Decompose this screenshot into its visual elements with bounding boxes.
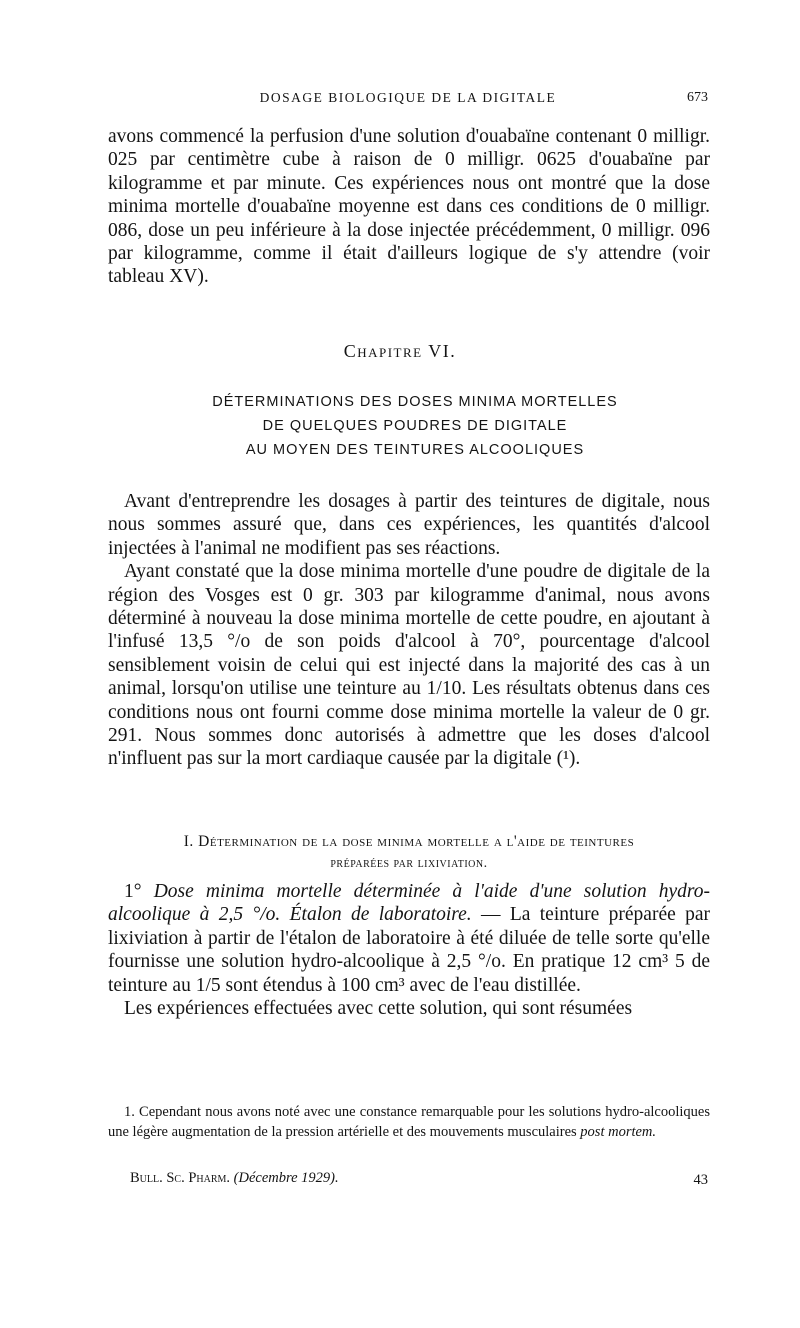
intro-paragraph: avons commencé la perfusion d'une solution d'ouabaïne contenant 0 milligr. 025 par centimètre cube à raison de 0 milligr. 0625 d'ouabaïne par kilogramme et par minute. Ces expériences nous ont montré que la dose minima mortelle d'ouabaïne moyenne est dans ces conditions de 0 milligr. 086, dose un peu inférieure à la dose injectée précédemment, 0 milligr. 096 par kilogramme, comme il était d'ailleurs logique de s'y attendre (voir tableau XV). (108, 126, 710, 288)
subsection-number: 1° (124, 881, 142, 902)
paragraph: Les expériences effectuées avec cette solution, qui sont résumées (124, 998, 633, 1020)
page-number: 673 (687, 90, 708, 105)
running-title: DOSAGE BIOLOGIQUE DE LA DIGITALE (259, 90, 557, 105)
running-header (108, 90, 708, 114)
chapter-label: Chapitre VI. (343, 341, 457, 361)
subsection-paragraph (108, 880, 710, 997)
footnote (108, 1103, 710, 1142)
page-footer (130, 1170, 708, 1192)
footnote-italic: post mortem. (580, 1123, 657, 1140)
section-heading-line: préparées par lixiviation. (330, 856, 488, 871)
subsection-title: Dose minima mortelle déterminée à l'aide d'une solution hydro-alcoolique à 2,5 °/o. Étalon de laboratoire. (108, 881, 711, 926)
signature-number: 43 (693, 1172, 708, 1188)
paragraph: Avant d'entreprendre les dosages à partir des teintures de digitale, nous nous sommes assuré que, dans ces expériences, les quantités d'alcool injectées à l'animal ne modifient pas ses réactions. (108, 491, 710, 559)
journal-name: Bull. Sc. Pharm. (130, 1170, 231, 1186)
footnote-text: 1. Cependant nous avons noté avec une constance remarquable pour les solutions hydro-alcooliques une légère augmentation de la pression artérielle et des mouvements musculaires (108, 1104, 710, 1140)
chapter-title (120, 390, 710, 462)
subsection-text: — La teinture préparée par lixiviation à partir de l'étalon de laboratoire à été diluée de telle sorte qu'elle fournisse une solution hydro-alcoolique à 2,5 °/o. En pratique 12 cm³ 5 de teinture au 1/5 sont étendus à 100 cm³ avec de l'eau distillée. (108, 904, 711, 996)
chapter-body (108, 490, 710, 771)
journal-date: (Décembre 1929). (233, 1170, 339, 1186)
paragraph: Ayant constaté que la dose minima mortelle d'une poudre de digitale de la région des Vosges est 0 gr. 303 par kilogramme d'animal, nous avons déterminé à nouveau la dose minima mortelle de cette poudre, en ajoutant à l'infusé 13,5 °/o de son poids d'alcool à 70°, pourcentage d'alcool sensiblement voisin de celui qui est injecté dans la majorité des cas à un animal, lorsqu'on utilise une teinture au 1/10. Les résultats obtenus dans ces conditions nous ont fourni comme dose minima mortelle la valeur de 0 gr. 291. Nous sommes donc autorisés à admettre que les doses d'alcool n'influent pas sur la mort cardiaque causée par la digitale (¹). (108, 561, 710, 770)
chapter-title-line: AU MOYEN DES TEINTURES ALCOOLIQUES (245, 442, 585, 458)
chapter-title-line: DÉTERMINATIONS DES DOSES MINIMA MORTELLES (212, 394, 618, 410)
section-heading-line: I. Détermination de la dose minima mortelle a l'aide de teintures (183, 833, 635, 850)
section-heading (108, 831, 710, 875)
subsection-body (108, 880, 710, 1020)
chapter-title-line: DE QUELQUES POUDRES DE DIGITALE (262, 418, 568, 434)
